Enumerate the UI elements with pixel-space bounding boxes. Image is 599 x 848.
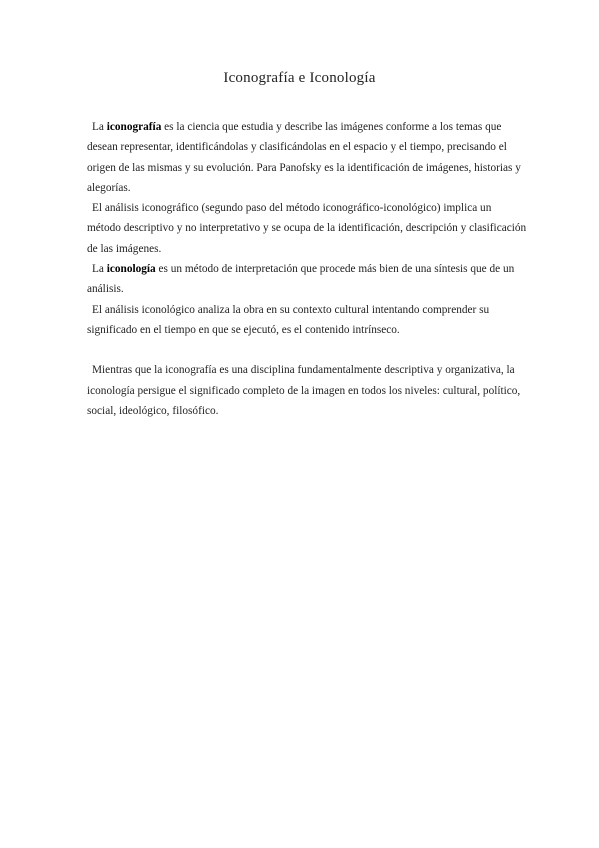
term-iconologia: iconología [106,263,156,276]
paragraph-text: es la ciencia que estudia y describe las imágenes conforme a los temas que desean representar, identificándolas y clasificándolas en el espacio y el tiempo, precisando el origen de las mismas y su evolución. Para Panofsky es la identificación de imágenes, historias y alegorías. [87,121,521,194]
document-body [87,117,527,421]
paragraph-iconologia [87,259,527,300]
paragraph-text: La [92,121,107,133]
paragraph-text: es un método de interpretación que procede más bien de una síntesis que de un análisis. [87,263,515,296]
term-iconografia: iconografía [106,121,162,133]
paragraph-analisis-iconologico: El análisis iconológico analiza la obra en su contexto cultural intentando comprender su significado en el tiempo en que se ejecutó, es el contenido intrínseco. [87,303,490,336]
paragraph-iconografia [87,117,527,198]
paragraph-text: La [92,263,107,276]
paragraph-conclusion: Mientras que la iconografía es una disciplina fundamentalmente descriptiva y organizativa, la iconología persigue el significado completo de la imagen en todos los niveles: cultural, político, social, ideológico, filosófico. [87,364,521,417]
document-title: Iconografía e Iconología [223,70,376,86]
paragraph-analisis-iconografico: El análisis iconográfico (segundo paso del método iconográfico-iconológico) implica un método descriptivo y no interpretativo y se ocupa de la identificación, descripción y clasificación de las imágenes. [87,202,527,255]
